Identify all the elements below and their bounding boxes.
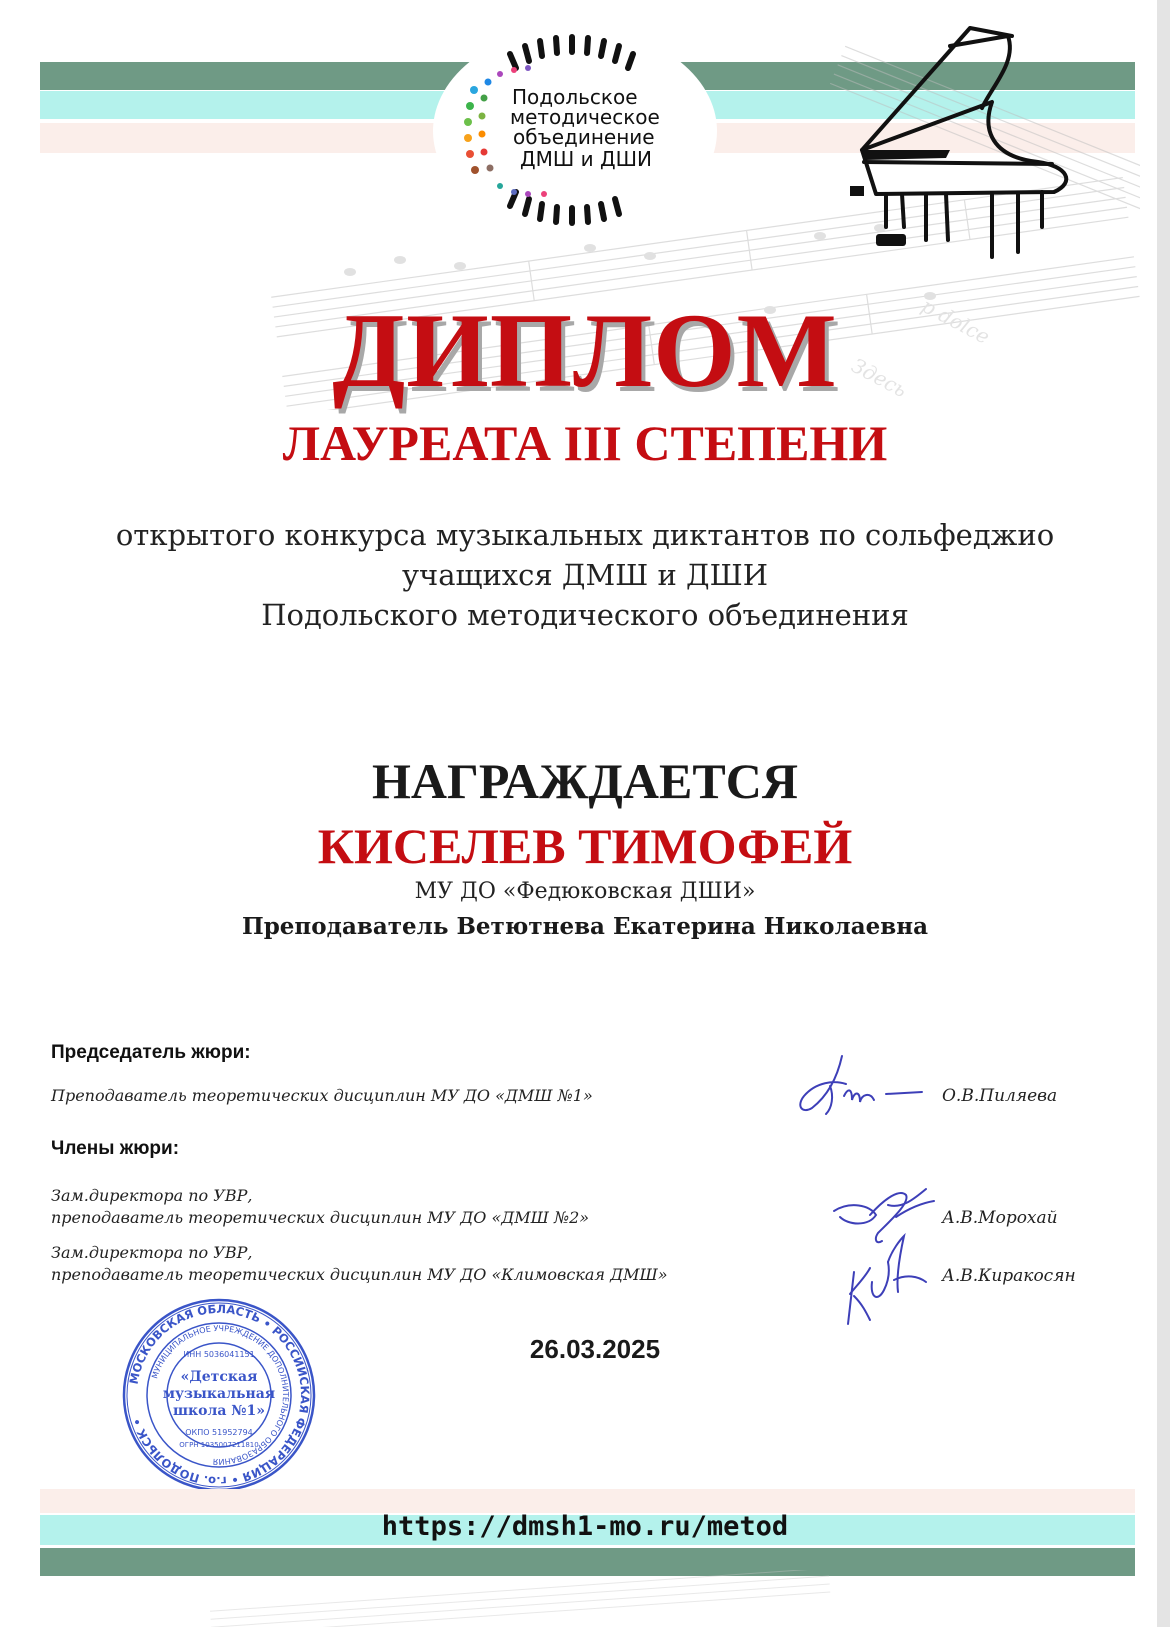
stamp-inn: ИНН 5036041151 bbox=[183, 1350, 255, 1359]
stamp-center-line-1: «Детская bbox=[180, 1369, 258, 1385]
diploma-title: ДИПЛОМ bbox=[332, 292, 838, 409]
stamp-ogrn: ОГРН 1035007211810 bbox=[179, 1441, 259, 1449]
svg-text:Здесь: Здесь bbox=[847, 353, 912, 403]
page-edge bbox=[1157, 0, 1170, 1627]
member-2-signature bbox=[844, 1232, 934, 1327]
contest-line-1: открытого конкурса музыкальных диктантов по сольфеджио bbox=[115, 518, 1055, 552]
award-date: 26.03.2025 bbox=[529, 1334, 661, 1364]
contest-line-3: Подольского методического объединения bbox=[261, 598, 909, 632]
jury-member-2-position bbox=[51, 1242, 668, 1286]
stamp-outer-text: МОСКОВСКАЯ ОБЛАСТЬ • РОССИЙСКАЯ ФЕДЕРАЦИЯ • г.о. ПОДОЛЬСК • bbox=[126, 1301, 313, 1489]
contest-description bbox=[0, 515, 1157, 635]
jury-chair-position: Преподаватель теоретических дисциплин МУ ДО «ДМШ №1» bbox=[51, 1086, 593, 1105]
jury-member-2-position-line-1: Зам.директора по УВР, bbox=[51, 1243, 253, 1262]
contest-line-2: учащихся ДМШ и ДШИ bbox=[401, 558, 768, 592]
jury-chair-heading: Председатель жюри: bbox=[51, 1042, 251, 1063]
awardee-teacher: Преподаватель Ветютнева Екатерина Николаевна bbox=[242, 913, 928, 940]
chair-signature bbox=[790, 1050, 930, 1120]
logo-line-3: объединение bbox=[513, 125, 655, 149]
jury-member-2-position-line-2: преподаватель теоретических дисциплин МУ ДО «Климовская ДМШ» bbox=[51, 1265, 668, 1284]
stamp-inner-text: МУНИЦИПАЛЬНОЕ УЧРЕЖДЕНИЕ ДОПОЛНИТЕЛЬНОГО ОБРАЗОВАНИЯ bbox=[150, 1323, 291, 1467]
awardee-name: КИСЕЛЕВ ТИМОФЕЙ bbox=[317, 818, 853, 874]
jury-chair-name: О.В.Пиляева bbox=[942, 1086, 1058, 1106]
stamp-okpo: ОКПО 51952794 bbox=[185, 1428, 253, 1437]
logo-line-1: Подольское bbox=[512, 85, 638, 109]
methodical-association-logo bbox=[430, 26, 720, 236]
stamp-center-line-3: школа №1» bbox=[172, 1403, 266, 1419]
jury-member-1-position bbox=[51, 1185, 589, 1229]
sheet-music-bottom-fragment bbox=[190, 1570, 840, 1627]
awarded-label: НАГРАЖДАЕТСЯ bbox=[372, 753, 798, 809]
website-link[interactable]: https://dmsh1-mo.ru/metod bbox=[381, 1511, 789, 1542]
school-stamp bbox=[121, 1297, 317, 1493]
stamp-center-line-2: музыкальная bbox=[162, 1386, 276, 1402]
jury-members-heading: Члены жюри: bbox=[51, 1138, 180, 1159]
jury-member-1-position-line-2: преподаватель теоретических дисциплин МУ ДО «ДМШ №2» bbox=[51, 1208, 590, 1227]
diploma-degree: ЛАУРЕАТА III СТЕПЕНИ bbox=[282, 415, 888, 471]
jury-member-2-name: А.В.Киракосян bbox=[942, 1266, 1076, 1286]
bottom-band-pink bbox=[40, 1489, 1135, 1513]
svg-text:p dolce: p dolce bbox=[917, 293, 994, 349]
grand-piano-illustration bbox=[842, 22, 1092, 270]
jury-member-1-name: А.В.Морохай bbox=[942, 1208, 1058, 1228]
awardee-school: МУ ДО «Федюковская ДШИ» bbox=[414, 879, 756, 904]
jury-member-1-position-line-1: Зам.директора по УВР, bbox=[51, 1186, 253, 1205]
logo-line-2: методическое bbox=[510, 105, 660, 129]
logo-line-4: ДМШ и ДШИ bbox=[520, 147, 652, 171]
